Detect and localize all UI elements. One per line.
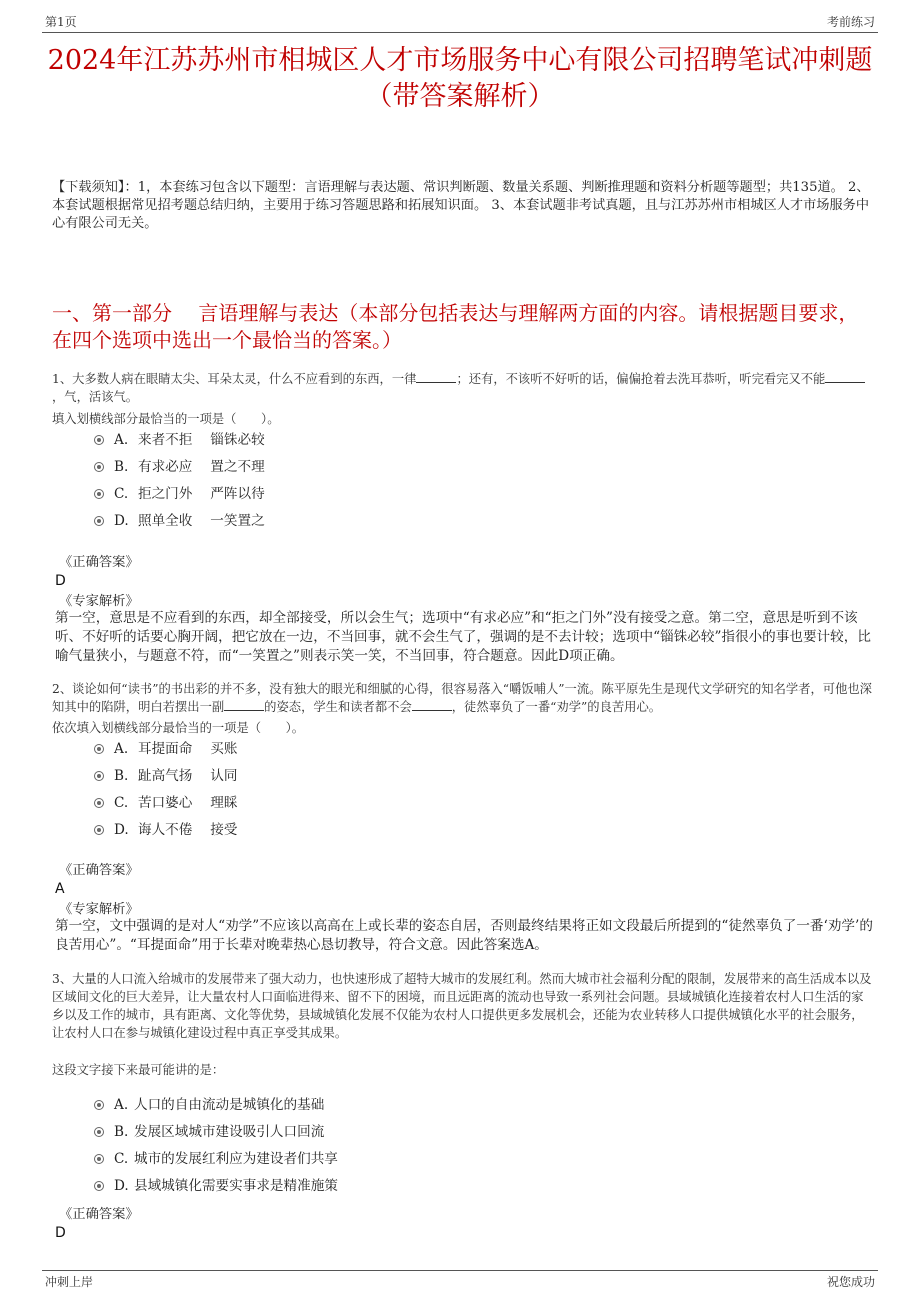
radio-icon[interactable] [94, 1100, 104, 1110]
question-2-option-a[interactable] [94, 740, 237, 758]
option-letter: B. [114, 1124, 129, 1140]
question-1-blank-2 [825, 371, 865, 383]
question-1-stem-part-2: ；还有，不该听不好听的话，偏偏抢着去洗耳恭听，听完看完又不能 [456, 372, 826, 386]
question-2-option-d[interactable] [94, 821, 237, 839]
question-3-option-b[interactable] [94, 1123, 324, 1141]
question-3-answer-label: 《正确答案》 [59, 1207, 139, 1222]
radio-icon[interactable] [94, 744, 104, 754]
page-number-label: 第1页 [45, 15, 77, 29]
option-letter: B. [114, 768, 129, 784]
footer-left-label: 冲刺上岸 [45, 1275, 94, 1289]
option-letter: A. [114, 432, 129, 448]
question-2-blank-1 [224, 699, 264, 711]
option-letter: C. [114, 1151, 129, 1167]
header-right-label: 考前练习 [826, 15, 875, 29]
download-notice: 【下载须知】：1，本套练习包含以下题型：言语理解与表达题、常识判断题、数量关系题、判断推理题和资料分析题等题型；共135道。 2、本套试题根据常见招考题总结归纳，主要用于练习答题思路和拓展知识面。 3、本套试题非考试真题，且与江苏苏州市相城区人才市场服务中心有限公司无关。 [52, 180, 870, 231]
question-1-option-d[interactable] [94, 512, 265, 530]
option-text: 人口的自由流动是城镇化的基础 [134, 1097, 325, 1113]
option-letter: C. [114, 795, 129, 811]
question-2-option-b[interactable] [94, 767, 237, 785]
option-text: 县域城镇化需要实事求是精准施策 [134, 1178, 338, 1194]
radio-icon[interactable] [94, 435, 104, 445]
footer-right-label: 祝您成功 [826, 1275, 875, 1289]
option-text: 诲人不倦 接受 [138, 822, 238, 838]
question-1-analysis-label: 《专家解析》 [59, 594, 139, 609]
question-2-answer-label: 《正确答案》 [59, 863, 139, 878]
question-3-option-a[interactable] [94, 1096, 324, 1114]
question-2-analysis: 第一空，文中强调的是对人“劝学”不应该以高高在上或长辈的姿态自居，否则最终结果将正如文段最后所提到的“徒然辜负了一番‘劝学’的良苦用心”。“耳提面命”用于长辈对晚辈热心恳切教导，符合文意。因此答案选A。 [55, 918, 873, 953]
option-letter: A. [114, 741, 129, 757]
question-1-option-b[interactable] [94, 458, 265, 476]
question-3-answer: D [55, 1225, 66, 1241]
question-2-stem-part-3: ，徒然辜负了一番“劝学”的良苦用心。 [451, 700, 662, 714]
question-2-blank-2 [412, 699, 452, 711]
question-2-stem-part-2: 的姿态，学生和读者都不会 [264, 700, 412, 714]
question-3-option-d[interactable] [94, 1177, 338, 1195]
radio-icon[interactable] [94, 1181, 104, 1191]
document-title: 2024年江苏苏州市相城区人才市场服务中心有限公司招聘笔试冲刺题（带答案解析） [47, 45, 873, 112]
radio-icon[interactable] [94, 1154, 104, 1164]
section-heading: 一、第一部分 言语理解与表达（本部分包括表达与理解两方面的内容。请根据题目要求，在四个选项中选出一个最恰当的答案。） [52, 301, 859, 352]
option-text: 来者不拒 锱铢必较 [138, 432, 265, 448]
question-1-stem-part-1: 1、大多数人病在眼睛太尖、耳朵太灵，什么不应看到的东西，一律 [52, 372, 417, 386]
radio-icon[interactable] [94, 771, 104, 781]
radio-icon[interactable] [94, 1127, 104, 1137]
option-text: 有求必应 置之不理 [138, 459, 265, 475]
question-3-stem: 3、大量的人口流入给城市的发展带来了强大动力，也快速形成了超特大城市的发展红利。然而大城市社会福利分配的限制，发展带来的高生活成本以及区域间文化的巨大差异，让大量农村人口面临进得来、留不下的困境，而且远距离的流动也导致一系列社会问题。县域城镇化连接着农村人口生活的家乡以及工作的城市，具有距离、文化等优势，县域城镇化发展不仅能为农村人口提供更多发展机会，还能为农业转移人口提供城镇化水平的社会服务，让农村人口在参与城镇化建设过程中真正享受其成果。 [52, 972, 872, 1040]
option-text: 耳提面命 买账 [138, 741, 238, 757]
header-divider [42, 32, 878, 33]
option-letter: A. [114, 1097, 129, 1113]
radio-icon[interactable] [94, 798, 104, 808]
question-2-option-c[interactable] [94, 794, 237, 812]
question-2-analysis-label: 《专家解析》 [59, 902, 139, 917]
question-1-stem-part-3: ，气，活该气。 [52, 390, 139, 404]
question-2-stem [52, 680, 874, 716]
question-1-blank-1 [416, 371, 456, 383]
radio-icon[interactable] [94, 462, 104, 472]
option-letter: D. [114, 513, 129, 529]
radio-icon[interactable] [94, 825, 104, 835]
question-2-stem-part-1: 2、谈论如何“读书”的书出彩的并不多，没有独大的眼光和细腻的心得，很容易落入“嚼饭哺人”一流。陈平原先生是现代文学研究的知名学者，可他也深知其中的陷阱，明白若摆出一副 [52, 682, 872, 714]
option-text: 趾高气扬 认同 [138, 768, 238, 784]
option-letter: C. [114, 486, 129, 502]
radio-icon[interactable] [94, 489, 104, 499]
option-text: 城市的发展红利应为建设者们共享 [134, 1151, 338, 1167]
option-text: 照单全收 一笑置之 [138, 513, 265, 529]
question-1-answer: D [55, 573, 66, 589]
question-1-option-c[interactable] [94, 485, 265, 503]
question-1-instruction: 填入划横线部分最恰当的一项是（ ）。 [52, 412, 280, 426]
question-2-answer: A [55, 881, 65, 897]
option-letter: D. [114, 822, 129, 838]
question-2-instruction: 依次填入划横线部分最恰当的一项是（ ）。 [52, 721, 305, 735]
question-1-answer-label: 《正确答案》 [59, 555, 139, 570]
option-text: 发展区域城市建设吸引人口回流 [134, 1124, 325, 1140]
question-1-analysis: 第一空，意思是不应看到的东西，却全部接受，所以会生气；选项中“有求必应”和“拒之门外”没有接受之意。第二空，意思是听到不该听、不好听的话要心胸开阔，把它放在一边，不当回事，就不会生气了，强调的是不去计较；选项中“锱铢必较”指很小的事也要计较，比喻气量狭小，与题意不符，而“一笑置之”则表示笑一笑，不当回事，符合题意。因此D项正确。 [55, 610, 871, 664]
question-3-option-c[interactable] [94, 1150, 338, 1168]
footer-divider [42, 1270, 878, 1271]
option-letter: D. [114, 1178, 129, 1194]
option-letter: B. [114, 459, 129, 475]
option-text: 苦口婆心 理睬 [138, 795, 238, 811]
question-3-instruction: 这段文字接下来最可能讲的是： [52, 1063, 225, 1077]
question-1-stem [52, 370, 874, 406]
radio-icon[interactable] [94, 516, 104, 526]
option-text: 拒之门外 严阵以待 [138, 486, 265, 502]
question-1-option-a[interactable] [94, 431, 265, 449]
